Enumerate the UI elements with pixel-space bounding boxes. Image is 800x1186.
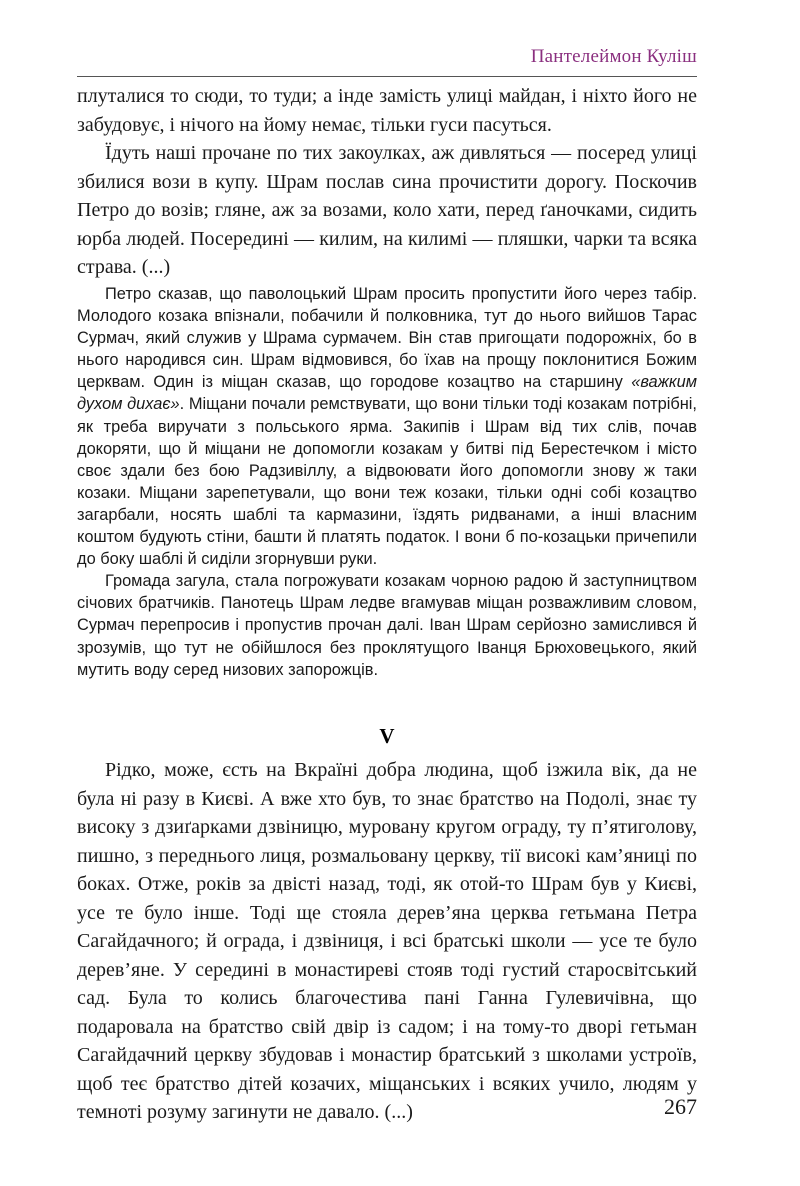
summary-paragraph bbox=[77, 283, 697, 570]
summary-block bbox=[77, 283, 697, 681]
book-page bbox=[77, 0, 697, 1186]
chapter-heading: V bbox=[379, 724, 395, 748]
summary-text: . Міщани почали ремствувати, що вони тільки тоді козакам потрібні, як треба виручати з польського ярма. Закипів і Шрам від тих слів, почав докоряти, що й міщани не допомогли козакам у битві під Берестечком і місто своє здали без бою Радзивіллу, а відвоювати його допомогли знову ж таки козаки. Міщани зарепетували, що вони теж козаки, тільки одні собі козацтво загарбали, носять шаблі та кармазини, їздять ридванами, а інші власним коштом будують стіни, башти й платять податок. І вони б по-козацьки причепили до боку шаблі й сиділи згорнувши руки. bbox=[77, 395, 697, 569]
running-head-author: Пантелеймон Куліш bbox=[530, 46, 697, 67]
summary-paragraph: Громада загула, стала погрожувати козакам чорною радою й заступництвом січових братчиків. Панотець Шрам ледве вгамував міщан розважливим словом, Сурмач перепросив і пропустив прочан далі. Іван Шрам серйозно замислився й зрозумів, що тут не обійшлося без проклятущого Іванця Брюховецького, який мутить воду серед низових запорожців. bbox=[77, 572, 697, 679]
page-number: 267 bbox=[664, 1094, 697, 1119]
paragraph: плуталися то сюди, то туди; а інде замість улиці майдан, і ніхто його не забудовує, і нічого на йому немає, тільки гуси пасуться. bbox=[77, 85, 697, 136]
paragraph: Рідко, може, єсть на Вкраїні добра людина, щоб ізжила вік, да не була ні разу в Києві. А вже хто був, то знає братство на Подолі, знає ту високу з дзиґарками дзвіницю, муровану кругом ограду, ту п’ятиголову, пишно, з переднього лиця, розмальовану церкву, тії високі кам’яниці по боках. Отже, років за двісті назад, тоді, як отой-то Шрам був у Києві, усе те було інше. Тоді ще стояла дерев’яна церква гетьмана Петра Сагайдачного; й ограда, і дзвіниця, і всі братські школи — усе те було дерев’яне. У середині в монастиреві стояв тоді густий старосвітський сад. Була то колись благочестива пані Ганна Гулевичівна, що подаровала на братство свій двір із садом; і на тому-то дворі гетьман Сагайдачний церкву збудовав і монастир братський з школами устроїв, щоб теє братство дітей козачих, міщанських і всяких учило, людям у темноті розуму загинути не давало. (...) bbox=[77, 759, 697, 1123]
text-block-top bbox=[77, 82, 697, 282]
paragraph: Їдуть наші прочане по тих закоулках, аж дивляться — посеред улиці збилися вози в купу. Шрам послав сина прочистити дорогу. Поскочив Петро до возів; гляне, аж за возами, коло хати, перед ґаночками, сидить юрба людей. Посередині — килим, на килимі — пляшки, чарки та всяка страва. (...) bbox=[77, 142, 697, 278]
text-block-bottom bbox=[77, 756, 697, 1127]
summary-text: Петро сказав, що паволоцький Шрам просить пропустити його через табір. Молодого козака впізнали, побачили й полковника, тут до нього вийшов Тарас Сурмач, який служив у Шрама сурмачем. Він став пригощати подорожніх, бо в нього народився син. Шрам відмовився, бо їхав на прощу поклонитися Божим церквам. Один із міщан сказав, що городове козацтво на старшину bbox=[77, 285, 697, 392]
header-rule bbox=[77, 76, 697, 77]
quote-italic: «важким духом дихає» bbox=[77, 373, 697, 414]
